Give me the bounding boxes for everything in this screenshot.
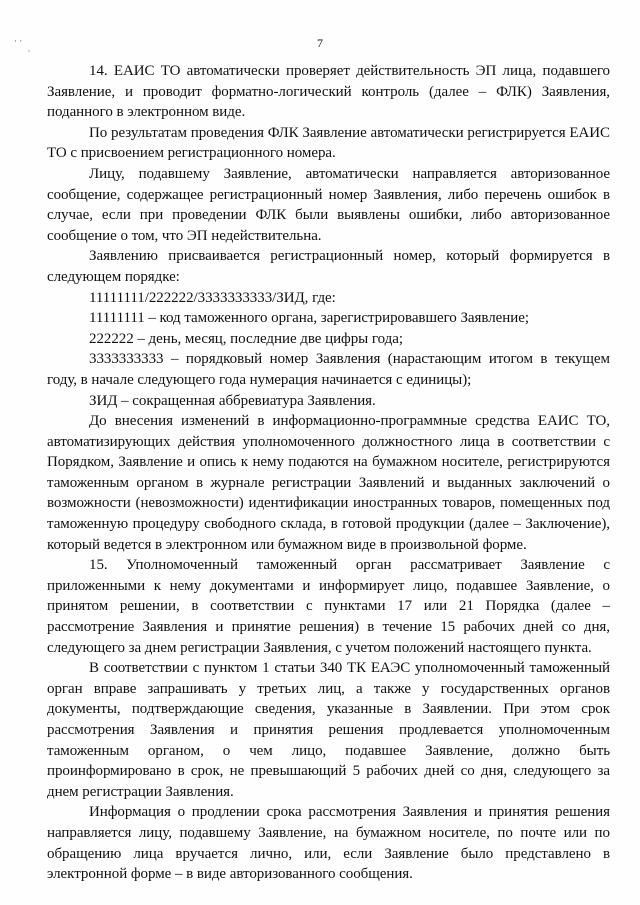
paragraph-14: 14. ЕАИС ТО автоматически проверяет действительность ЭП лица, подавшего Заявление, и проводит форматно-логический контроль (далее – ФЛК) Заявления, поданного в электронном виде. xyxy=(47,63,610,121)
paragraph-number-format: Заявлению присваивается регистрационный номер, который формируется в следующем порядке: xyxy=(47,248,610,285)
paragraph-abbreviation-definition: ЗИД – сокращенная аббревиатура Заявления. xyxy=(89,392,376,409)
paragraph-date-definition: 222222 – день, месяц, последние две цифры года; xyxy=(89,330,403,347)
paragraph-sequence-definition: 3333333333 – порядковый номер Заявления (нарастающим итогом в текущем году, в начале следующего года нумерация начинается с единицы); xyxy=(47,351,610,388)
paragraph-code-definition: 11111111 – код таможенного органа, зарегистрировавшего Заявление; xyxy=(89,310,529,327)
paragraph-paper-registration: До внесения изменений в информационно-программные средства ЕАИС ТО, автоматизирующих действия уполномоченного должностного лица в соответствии с Порядком, Заявление и опись к нему подаются на бумажном носителе, регистрируются таможенным органом в журнале регистрации Заявлений и выданных заключений о возможности (невозможности) идентификации иностранных товаров, помещенных под таможенную процедуру свободного склада, в готовой продукции (далее – Заключение), который ведется в электронном или бумажном виде в произвольной форме. xyxy=(47,413,610,553)
paragraph-15: 15. Уполномоченный таможенный орган рассматривает Заявление с приложенными к нему документами и информирует лицо, подавшее Заявление, о принятом решении, в соответствии с пунктами 17 или 21 Порядка (далее – рассмотрение Заявления и принятие решения) в течение 15 рабочих дней со дня, следующего за днем регистрации Заявления, с учетом положений настоящего пункта. xyxy=(47,557,610,656)
paragraph-extension-info: Информация о продлении срока рассмотрения Заявления и принятия решения направляется лицу, подавшему Заявление, на бумажном носителе, по почте или по обращению лица вручается лично, или, если Заявление было представлено в электронной форме – в виде авторизованного сообщения. xyxy=(47,804,610,883)
page-number: 7 xyxy=(317,36,323,50)
paragraph-number-template: 11111111/222222/3333333333/ЗИД, где: xyxy=(89,289,336,306)
paragraph-article-340: В соответствии с пунктом 1 статьи 340 ТК ЕАЭС уполномоченный таможенный орган вправе запрашивать у третьих лиц, а также у государственных органов документы, подтверждающие сведения, указанные в Заявлении. При этом срок рассмотрения Заявления и принятия решения продлевается уполномоченным таможенным органом, о чем лицо, подавшее Заявление, должно быть проинформировано в срок, не превышающий 5 рабочих дней со дня, следующего за днем регистрации Заявления. xyxy=(47,660,610,800)
document-body xyxy=(47,61,610,885)
scan-specks: · · · xyxy=(14,36,31,56)
paragraph-flk-registration: По результатам проведения ФЛК Заявление автоматически регистрируется ЕАИС ТО с присвоением регистрационного номера. xyxy=(47,124,610,162)
paragraph-authorized-message: Лицу, подавшему Заявление, автоматически направляется авторизованное сообщение, содержащее регистрационный номер Заявления, либо перечень ошибок в случае, если при проведении ФЛК были выявлены ошибки, либо авторизованное сообщение о том, что ЭП недействительна. xyxy=(47,165,610,244)
